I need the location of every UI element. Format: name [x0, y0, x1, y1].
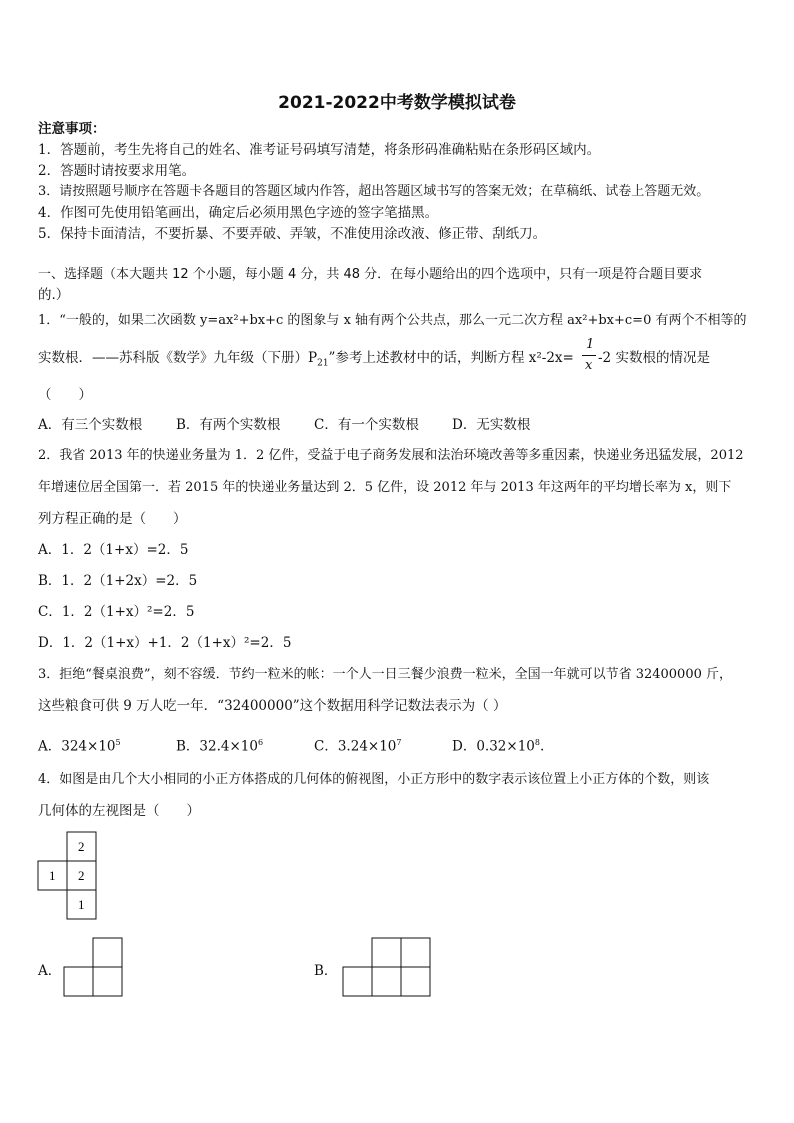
- q1-page-sub: 21: [317, 358, 329, 369]
- q2-option-b: B．1．2（1+2x）=2．5: [38, 573, 198, 589]
- q1-line2: [38, 349, 574, 373]
- q4-option-b-figure: [341, 937, 433, 999]
- q4-option-a-figure: [62, 937, 124, 999]
- notice-item-5: 5．保持卡面清洁，不要折暴、不要弄破、弄皱，不准使用涂改液、修正带、刮纸刀。: [38, 226, 547, 242]
- q1-line1: 1．“一般的，如果二次函数 y=ax²+bx+c 的图象与 x 轴有两个公共点，那么一元二次方程 ax²+bx+c=0 有两个不相等的: [38, 313, 747, 328]
- option-b-square-top-mid: [372, 938, 401, 967]
- q4-option-a-label: A．: [38, 963, 62, 979]
- notice-item-4: 4．作图可先使用铅笔画出，确定后必须用黑色字迹的签字笔描黑。: [38, 205, 439, 221]
- q3-line1: 3．拒绝“餐桌浪费”，刻不容缓．节约一粒米的帐：一个人一日三餐少浪费一粒米，全国一年就可以节省 32400000 斤，: [38, 667, 732, 682]
- option-a-square-bottom-right: [93, 967, 122, 996]
- q1-option-b: B．有两个实数根: [176, 417, 281, 433]
- q2-option-d: D．1．2（1+x）+1．2（1+x）²=2．5: [38, 635, 292, 651]
- q2-line1: 2．我省 2013 年的快递业务量为 1．2 亿件，受益于电子商务发展和法治环境改善等多重因素，快递业务迅猛发展，2012: [38, 448, 744, 463]
- q1-option-a: A．有三个实数根: [38, 417, 143, 433]
- q2-option-c: C．1．2（1+x）²=2．5: [38, 604, 195, 620]
- notice-item-2: 2．答题时请按要求用笔。: [38, 163, 196, 179]
- q4-line1: 4．如图是由几个大小相同的小正方体搭成的几何体的俯视图，小正方形中的数字表示该位置上小正方体的个数，则该: [38, 772, 710, 787]
- q1-option-c: C．有一个实数根: [314, 417, 419, 433]
- section-heading-line1: 一、选择题（本大题共 12 个小题，每小题 4 分，共 48 分．在每小题给出的四个选项中，只有一项是符合题目要求: [38, 267, 703, 282]
- q4-line2: 几何体的左视图是（ ）: [38, 803, 200, 819]
- section-heading-line2: 的.）: [38, 287, 70, 303]
- option-b-square-bottom-left: [343, 967, 372, 996]
- q2-option-a: A．1．2（1+x）=2．5: [38, 542, 189, 558]
- option-a-square-bottom-left: [64, 967, 93, 996]
- grid-number-bottom: 1: [78, 897, 85, 912]
- option-b-square-top-right: [401, 938, 430, 967]
- q3-option-d: D．$0.32\times 10^8$.: [452, 738, 545, 755]
- q4-top-view-figure: [36, 830, 102, 922]
- q3-option-b: B．$32.4\times 10^6$: [176, 738, 264, 755]
- q2-line3: 列方程正确的是（ ）: [38, 511, 187, 527]
- q4-option-b-label: B．: [314, 963, 338, 979]
- q1-frac-denominator: x: [585, 358, 593, 373]
- notice-item-1: 1．答题前，考生先将自己的姓名、准考证号码填写清楚，将条形码准确粘贴在条形码区域内。: [38, 142, 601, 158]
- q2-line2: 年增速位居全国第一．若 2015 年的快递业务量达到 2．5 亿件，设 2012 年与 2013 年这两年的平均增长率为 x，则下: [38, 480, 732, 495]
- exam-title: 2021-2022中考数学模拟试卷: [278, 93, 516, 113]
- q1-line2-b: ”参考上述教材中的话，判断方程 x²-2x=: [328, 350, 574, 366]
- q1-line2-a: 实数根．——苏科版《数学》九年级（下册）P: [38, 350, 318, 366]
- grid-number-middle: 2: [78, 868, 85, 883]
- option-b-square-bottom-right: [401, 967, 430, 996]
- notice-item-3: 3．请按照题号顺序在答题卡各题目的答题区域内作答，超出答题区域书写的答案无效；在草稿纸、试卷上答题无效。: [38, 184, 710, 199]
- grid-number-top: 2: [78, 839, 85, 854]
- q3-option-c: C．$3.24\times 10^7$: [314, 738, 402, 755]
- option-a-square-top: [93, 938, 122, 967]
- q3-line2: 这些粮食可供 9 万人吃一年．“32400000”这个数据用科学记数法表示为（ ）: [38, 698, 507, 714]
- q1-paren: （ ）: [38, 387, 92, 403]
- q1-line2-c: -2 实数根的情况是: [598, 350, 710, 366]
- grid-number-left: 1: [49, 868, 56, 883]
- notice-heading: 注意事项：: [38, 121, 106, 137]
- q3-option-a: A．$324\times 10^5$: [38, 738, 121, 755]
- q1-frac-numerator: 1: [586, 337, 595, 352]
- q1-option-d: D．无实数根: [452, 417, 531, 433]
- q1-frac-bar: [582, 355, 596, 356]
- option-b-square-bottom-mid: [372, 967, 401, 996]
